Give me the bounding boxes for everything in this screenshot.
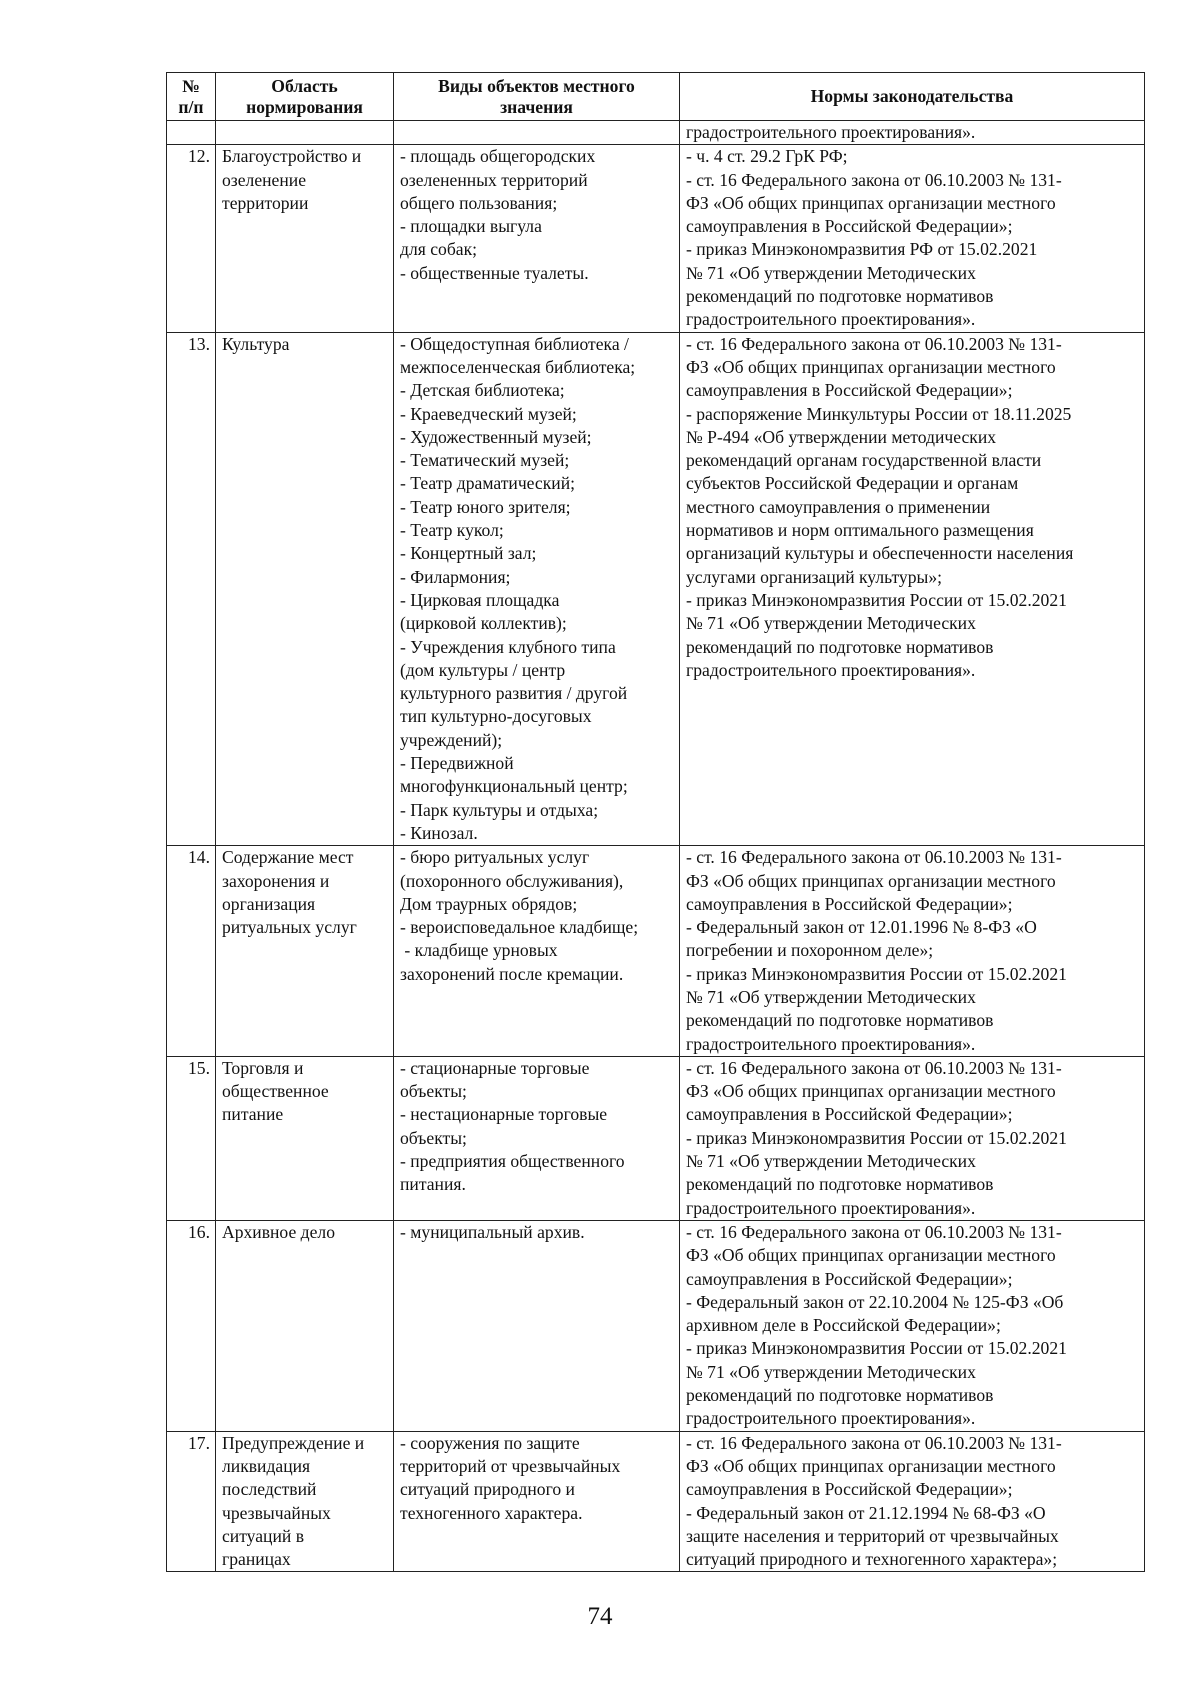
row-norms-cell (680, 1056, 1145, 1220)
header-num-line: п/п (178, 96, 204, 117)
header-area-line: нормирования (246, 96, 363, 117)
norms-line: нормативов и норм оптимального размещения (686, 520, 1034, 541)
norms-line: самоуправления в Российской Федерации»; (686, 1104, 1013, 1125)
objects-line: - кладбище урновых (400, 940, 558, 961)
norms-line: № Р-494 «Об утверждении методических (686, 426, 997, 447)
norms-line: ФЗ «Об общих принципах организации местного (686, 192, 1056, 213)
objects-line: межпоселенческая библиотека; (400, 356, 636, 377)
norms-line: рекомендаций по подготовке нормативов (686, 286, 994, 307)
norms-line: погребении и похоронном деле»; (686, 940, 934, 961)
norms-line: рекомендаций по подготовке нормативов (686, 1174, 994, 1195)
area-line: ликвидация (222, 1455, 311, 1476)
objects-line: (дом культуры / центр (400, 659, 566, 680)
row-norms-cell (680, 846, 1145, 1057)
norms-line: защите населения и территорий от чрезвычайных (686, 1525, 1059, 1546)
norms-line: № 71 «Об утверждении Методических (686, 986, 976, 1007)
row-area-cell (216, 1431, 394, 1572)
norms-line: самоуправления в Российской Федерации»; (686, 893, 1013, 914)
header-objects (394, 73, 680, 121)
row-number: 16. (167, 1220, 216, 1431)
norms-line: градостроительного проектирования». (686, 309, 976, 330)
objects-line: - Театр драматический; (400, 473, 576, 494)
table-row (167, 332, 1145, 846)
norms-line: - ст. 16 Федерального закона от 06.10.2003 № 131- (686, 169, 1062, 190)
norms-line: - распоряжение Минкультуры России от 18.11.2025 (686, 403, 1072, 424)
norms-line: ФЗ «Об общих принципах организации местного (686, 1455, 1056, 1476)
norms-line: градостроительного проектирования». (686, 1408, 976, 1429)
area-line: Содержание мест (222, 847, 354, 868)
norms-line: - приказ Минэкономразвития России от 15.02.2021 (686, 1127, 1067, 1148)
objects-line: (похоронного обслуживания), (400, 870, 624, 891)
norms-line: рекомендаций по подготовке нормативов (686, 636, 994, 657)
row-number: 12. (167, 145, 216, 332)
objects-line: - стационарные торговые (400, 1057, 590, 1078)
area-line: чрезвычайных (222, 1502, 331, 1523)
row-objects-cell (394, 1431, 680, 1572)
row-objects-cell (394, 1056, 680, 1220)
norms-line: самоуправления в Российской Федерации»; (686, 380, 1013, 401)
header-area-line: Область (271, 75, 338, 96)
area-line: общественное (222, 1081, 329, 1102)
row-norms-cell (680, 1220, 1145, 1431)
objects-line: - площадь общегородских (400, 146, 596, 167)
norms-line: ФЗ «Об общих принципах организации местного (686, 1245, 1056, 1266)
objects-line: - Передвижной (400, 753, 514, 774)
objects-line: - Театр кукол; (400, 520, 504, 541)
objects-line: общего пользования; (400, 192, 558, 213)
objects-line: - площадки выгула (400, 216, 542, 237)
norms-line: ситуаций природного и техногенного характера»; (686, 1549, 1058, 1570)
objects-line: техногенного характера. (400, 1502, 583, 1523)
row-number: 15. (167, 1056, 216, 1220)
objects-line: - Детская библиотека; (400, 380, 565, 401)
objects-line: - Кинозал. (400, 822, 478, 843)
norms-line: ФЗ «Об общих принципах организации местного (686, 1081, 1056, 1102)
table-row (167, 1431, 1145, 1572)
norms-line: самоуправления в Российской Федерации»; (686, 1479, 1013, 1500)
norms-line: самоуправления в Российской Федерации»; (686, 1268, 1013, 1289)
row-area-cell (216, 121, 394, 145)
norms-line: № 71 «Об утверждении Методических (686, 1151, 976, 1172)
table-row (167, 846, 1145, 1057)
norms-line: № 71 «Об утверждении Методических (686, 262, 976, 283)
objects-line: - Филармония; (400, 566, 511, 587)
row-objects-cell (394, 332, 680, 846)
norms-line: местного самоуправления о применении (686, 496, 991, 517)
table-row (167, 1056, 1145, 1220)
norms-line: ФЗ «Об общих принципах организации местного (686, 870, 1056, 891)
objects-line: захоронений после кремации. (400, 963, 624, 984)
table-header-row (167, 73, 1145, 121)
norms-line: услугами организаций культуры»; (686, 566, 943, 587)
objects-line: тип культурно-досуговых (400, 706, 592, 727)
table-row (167, 145, 1145, 332)
norms-line: - приказ Минэкономразвития России от 15.02.2021 (686, 1338, 1067, 1359)
row-objects-cell (394, 846, 680, 1057)
norms-line: организаций культуры и обеспеченности населения (686, 543, 1074, 564)
norms-table (166, 72, 1145, 1572)
header-norms-line: Нормы законодательства (810, 86, 1014, 106)
objects-line: - сооружения по защите (400, 1432, 580, 1453)
objects-line: - Парк культуры и отдыха; (400, 799, 599, 820)
norms-line: - ст. 16 Федерального закона от 06.10.2003 № 131- (686, 333, 1062, 354)
header-num (167, 73, 216, 121)
page-number: 74 (587, 1603, 613, 1630)
norms-line: - ч. 4 ст. 29.2 ГрК РФ; (686, 146, 848, 167)
row-number: 14. (167, 846, 216, 1057)
norms-line: рекомендаций по подготовке нормативов (686, 1010, 994, 1031)
row-objects-cell (394, 1220, 680, 1431)
objects-line: - общественные туалеты. (400, 262, 589, 283)
norms-line: - ст. 16 Федерального закона от 06.10.2003 № 131- (686, 1057, 1062, 1078)
objects-line: (цирковой коллектив); (400, 613, 567, 634)
row-number: 17. (167, 1431, 216, 1572)
objects-line: ситуаций природного и (400, 1479, 575, 1500)
area-line: ситуаций в (222, 1525, 305, 1546)
norms-line: № 71 «Об утверждении Методических (686, 613, 976, 634)
area-line: территории (222, 192, 309, 213)
objects-line: - Художественный музей; (400, 426, 592, 447)
norms-line: самоуправления в Российской Федерации»; (686, 216, 1013, 237)
norms-line: - ст. 16 Федерального закона от 06.10.2003 № 131- (686, 1221, 1062, 1242)
norms-line: - Федеральный закон от 21.12.1994 № 68-ФЗ «О (686, 1502, 1046, 1523)
objects-line: объекты; (400, 1127, 467, 1148)
row-area-cell (216, 332, 394, 846)
norms-line: градостроительного проектирования». (686, 1197, 976, 1218)
objects-line: - Общедоступная библиотека / (400, 333, 629, 354)
header-area (216, 73, 394, 121)
objects-line: - Учреждения клубного типа (400, 636, 616, 657)
objects-line: питания. (400, 1174, 466, 1195)
objects-line: - Театр юного зрителя; (400, 496, 571, 517)
norms-line: архивном деле в Российской Федерации»; (686, 1315, 1001, 1336)
header-num-line: № (182, 75, 200, 96)
header-objects-line: значения (500, 96, 573, 117)
objects-line: объекты; (400, 1081, 467, 1102)
area-line: границах (222, 1549, 291, 1570)
norms-line: - приказ Минэкономразвития РФ от 15.02.2021 (686, 239, 1038, 260)
norms-line: - Федеральный закон от 12.01.1996 № 8-ФЗ «О (686, 917, 1037, 938)
objects-line: многофункциональный центр; (400, 776, 628, 797)
objects-line: для собак; (400, 239, 478, 260)
area-line: питание (222, 1104, 284, 1125)
objects-line: - Концертный зал; (400, 543, 537, 564)
row-objects-cell (394, 121, 680, 145)
objects-line: - муниципальный архив. (400, 1221, 585, 1242)
table-row (167, 121, 1145, 145)
area-line: ритуальных услуг (222, 917, 357, 938)
area-line: организация (222, 893, 316, 914)
norms-line: субъектов Российской Федерации и органам (686, 473, 1019, 494)
norms-line: - ст. 16 Федерального закона от 06.10.2003 № 131- (686, 1432, 1062, 1453)
area-line: захоронения и (222, 870, 330, 891)
area-line: Благоустройство и (222, 146, 362, 167)
area-line: Торговля и (222, 1057, 304, 1078)
norms-line: градостроительного проектирования». (686, 122, 976, 142)
norms-line: рекомендаций по подготовке нормативов (686, 1385, 994, 1406)
header-objects-line: Виды объектов местного (438, 75, 635, 96)
norms-line: рекомендаций органам государственной власти (686, 450, 1042, 471)
objects-line: - Краеведческий музей; (400, 403, 577, 424)
norms-line: № 71 «Об утверждении Методических (686, 1361, 976, 1382)
row-norms-cell (680, 332, 1145, 846)
objects-line: культурного развития / другой (400, 683, 628, 704)
norms-line: - ст. 16 Федерального закона от 06.10.2003 № 131- (686, 847, 1062, 868)
objects-line: - бюро ритуальных услуг (400, 847, 590, 868)
area-line: озеленение (222, 169, 307, 190)
area-line: Культура (222, 333, 290, 354)
header-norms (680, 73, 1145, 121)
objects-line: озелененных территорий (400, 169, 588, 190)
norms-line: градостроительного проектирования». (686, 1033, 976, 1054)
objects-line: - Тематический музей; (400, 450, 570, 471)
norms-line: - приказ Минэкономразвития России от 15.02.2021 (686, 589, 1067, 610)
objects-line: - Цирковая площадка (400, 589, 560, 610)
objects-line: - вероисповедальное кладбище; (400, 917, 639, 938)
norms-line: - Федеральный закон от 22.10.2004 № 125-ФЗ «Об (686, 1291, 1064, 1312)
row-norms-cell (680, 1431, 1145, 1572)
row-norms-cell (680, 145, 1145, 332)
table-row (167, 1220, 1145, 1431)
row-number: 13. (167, 332, 216, 846)
objects-line: - нестационарные торговые (400, 1104, 608, 1125)
table-body (167, 121, 1145, 1572)
objects-line: учреждений); (400, 729, 503, 750)
row-area-cell (216, 145, 394, 332)
area-line: Архивное дело (222, 1221, 335, 1242)
row-norms-cell (680, 121, 1145, 145)
row-objects-cell (394, 145, 680, 332)
area-line: Предупреждение и (222, 1432, 365, 1453)
row-area-cell (216, 846, 394, 1057)
row-area-cell (216, 1220, 394, 1431)
row-area-cell (216, 1056, 394, 1220)
norms-line: ФЗ «Об общих принципах организации местного (686, 356, 1056, 377)
objects-line: Дом траурных обрядов; (400, 893, 578, 914)
row-number (167, 121, 216, 145)
objects-line: - предприятия общественного (400, 1151, 625, 1172)
norms-line: градостроительного проектирования». (686, 659, 976, 680)
objects-line: территорий от чрезвычайных (400, 1455, 621, 1476)
norms-line: - приказ Минэкономразвития России от 15.02.2021 (686, 963, 1067, 984)
area-line: последствий (222, 1479, 317, 1500)
